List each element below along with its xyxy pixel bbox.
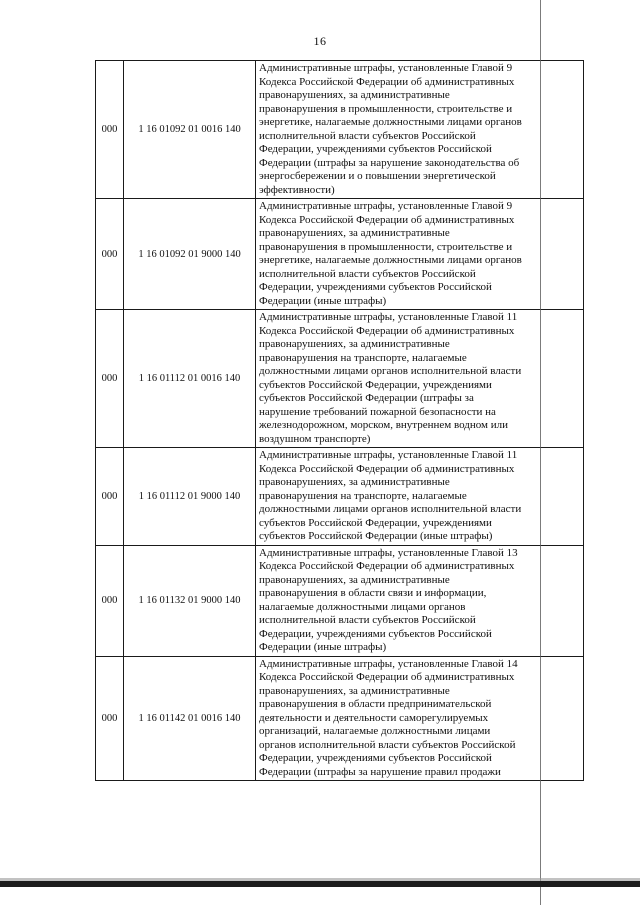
description-line: Федерации (штрафы за нарушение правил продажи (259, 765, 501, 778)
description-line: правонарушениях, за административные (259, 227, 450, 239)
description-line: правонарушения на транспорте, налагаемые (259, 489, 467, 502)
description-line: Федерации (штрафы за нарушение законодательства об (259, 156, 520, 169)
table-body (96, 61, 584, 781)
admin-code-cell: 000 (96, 545, 124, 656)
table-row (96, 545, 584, 656)
description-line: Федерации (иные штрафы) (259, 294, 387, 307)
description-line: должностными лицами органов исполнительной власти (259, 503, 522, 515)
admin-code-cell: 000 (96, 61, 124, 199)
description-line: Административные штрафы, установленные Главой 11 (259, 311, 518, 323)
description-line: Кодекса Российской Федерации об административных (259, 560, 515, 572)
revenue-description-cell (256, 545, 584, 656)
table-row (96, 448, 584, 546)
description-line: правонарушения на транспорте, налагаемые (259, 351, 467, 364)
description-line: Административные штрафы, установленные Главой 9 (259, 200, 513, 212)
description-line: правонарушениях, за административные (259, 573, 450, 586)
description-line: правонарушениях, за административные (259, 476, 450, 488)
description-line: субъектов Российской Федерации (иные штрафы) (259, 530, 493, 542)
description-line: энергетике, налагаемые должностными лицами органов (259, 116, 522, 128)
table-row (96, 199, 584, 310)
budget-classification-code-cell: 1 16 01092 01 0016 140 (124, 61, 256, 199)
description-line: Кодекса Российской Федерации об административных (259, 213, 515, 226)
description-line: правонарушениях, за административные (259, 89, 450, 101)
admin-code-cell: 000 (96, 310, 124, 448)
budget-classification-code-cell: 1 16 01132 01 9000 140 (124, 545, 256, 656)
description-line: воздушном транспорте) (259, 432, 371, 445)
description-line: Кодекса Российской Федерации об административных (259, 75, 515, 88)
description-line: органов исполнительной власти субъектов Российской (259, 738, 516, 751)
description-line: Кодекса Российской Федерации об административных (259, 324, 515, 337)
description-line: правонарушениях, за административные (259, 338, 450, 350)
description-line: Кодекса Российской Федерации об административных (259, 462, 515, 475)
revenue-description-cell (256, 448, 584, 546)
description-line: эффективности) (259, 183, 335, 196)
description-line: Кодекса Российской Федерации об административных (259, 671, 515, 683)
description-line: субъектов Российской Федерации (штрафы за (259, 392, 474, 404)
description-line: правонарушения в промышленности, строительстве и (259, 240, 513, 253)
admin-code-cell: 000 (96, 656, 124, 781)
budget-classification-code-cell: 1 16 01142 01 0016 140 (124, 656, 256, 781)
description-line: Административные штрафы, установленные Главой 11 (259, 449, 518, 461)
budget-classification-code-cell: 1 16 01092 01 9000 140 (124, 199, 256, 310)
description-line: налагаемые должностными лицами органов (259, 600, 466, 613)
revenue-description-cell (256, 310, 584, 448)
description-line: должностными лицами органов исполнительной власти (259, 365, 522, 377)
description-line: субъектов Российской Федерации, учреждениями (259, 378, 492, 391)
description-line: Административные штрафы, установленные Главой 14 (259, 657, 518, 670)
revenue-description-cell (256, 656, 584, 781)
budget-classification-code-cell: 1 16 01112 01 0016 140 (124, 310, 256, 448)
description-line: правонарушения в области связи и информации, (259, 587, 487, 599)
budget-codes-table (95, 60, 584, 781)
description-line: субъектов Российской Федерации, учреждениями (259, 516, 492, 529)
budget-classification-code-cell: 1 16 01112 01 9000 140 (124, 448, 256, 546)
description-line: Административные штрафы, установленные Главой 13 (259, 546, 518, 559)
table-row (96, 656, 584, 781)
scan-artifact-bottom-edge (0, 881, 640, 887)
description-line: деятельности и деятельности саморегулируемых (259, 711, 489, 724)
description-line: исполнительной власти субъектов Российской (259, 267, 476, 280)
revenue-description-cell (256, 199, 584, 310)
description-line: Административные штрафы, установленные Главой 9 (259, 62, 513, 74)
table-row (96, 310, 584, 448)
description-line: правонарушения в области предпринимательской (259, 698, 492, 710)
description-line: железнодорожном, морском, внутреннем водном или (259, 419, 509, 431)
description-line: организаций, налагаемые должностными лицами (259, 725, 491, 737)
description-line: правонарушения в промышленности, строительстве и (259, 102, 513, 115)
description-line: исполнительной власти субъектов Российской (259, 129, 476, 142)
description-line: энергетике, налагаемые должностными лицами органов (259, 254, 522, 266)
description-line: Федерации, учреждениями субъектов Российской (259, 143, 492, 155)
description-line: Федерации, учреждениями субъектов Российской (259, 627, 492, 640)
description-line: Федерации, учреждениями субъектов Российской (259, 752, 492, 764)
page-number: 16 (313, 34, 327, 48)
admin-code-cell: 000 (96, 199, 124, 310)
description-line: Федерации (иные штрафы) (259, 641, 387, 653)
description-line: нарушение требований пожарной безопасности на (259, 405, 496, 418)
description-line: энергосбережении и о повышении энергетической (259, 170, 496, 182)
description-line: Федерации, учреждениями субъектов Российской (259, 281, 492, 293)
revenue-description-cell (256, 61, 584, 199)
admin-code-cell: 000 (96, 448, 124, 546)
description-line: исполнительной власти субъектов Российской (259, 614, 476, 626)
description-line: правонарушениях, за административные (259, 684, 450, 697)
table-row (96, 61, 584, 199)
scan-artifact-vertical-line (540, 0, 541, 905)
